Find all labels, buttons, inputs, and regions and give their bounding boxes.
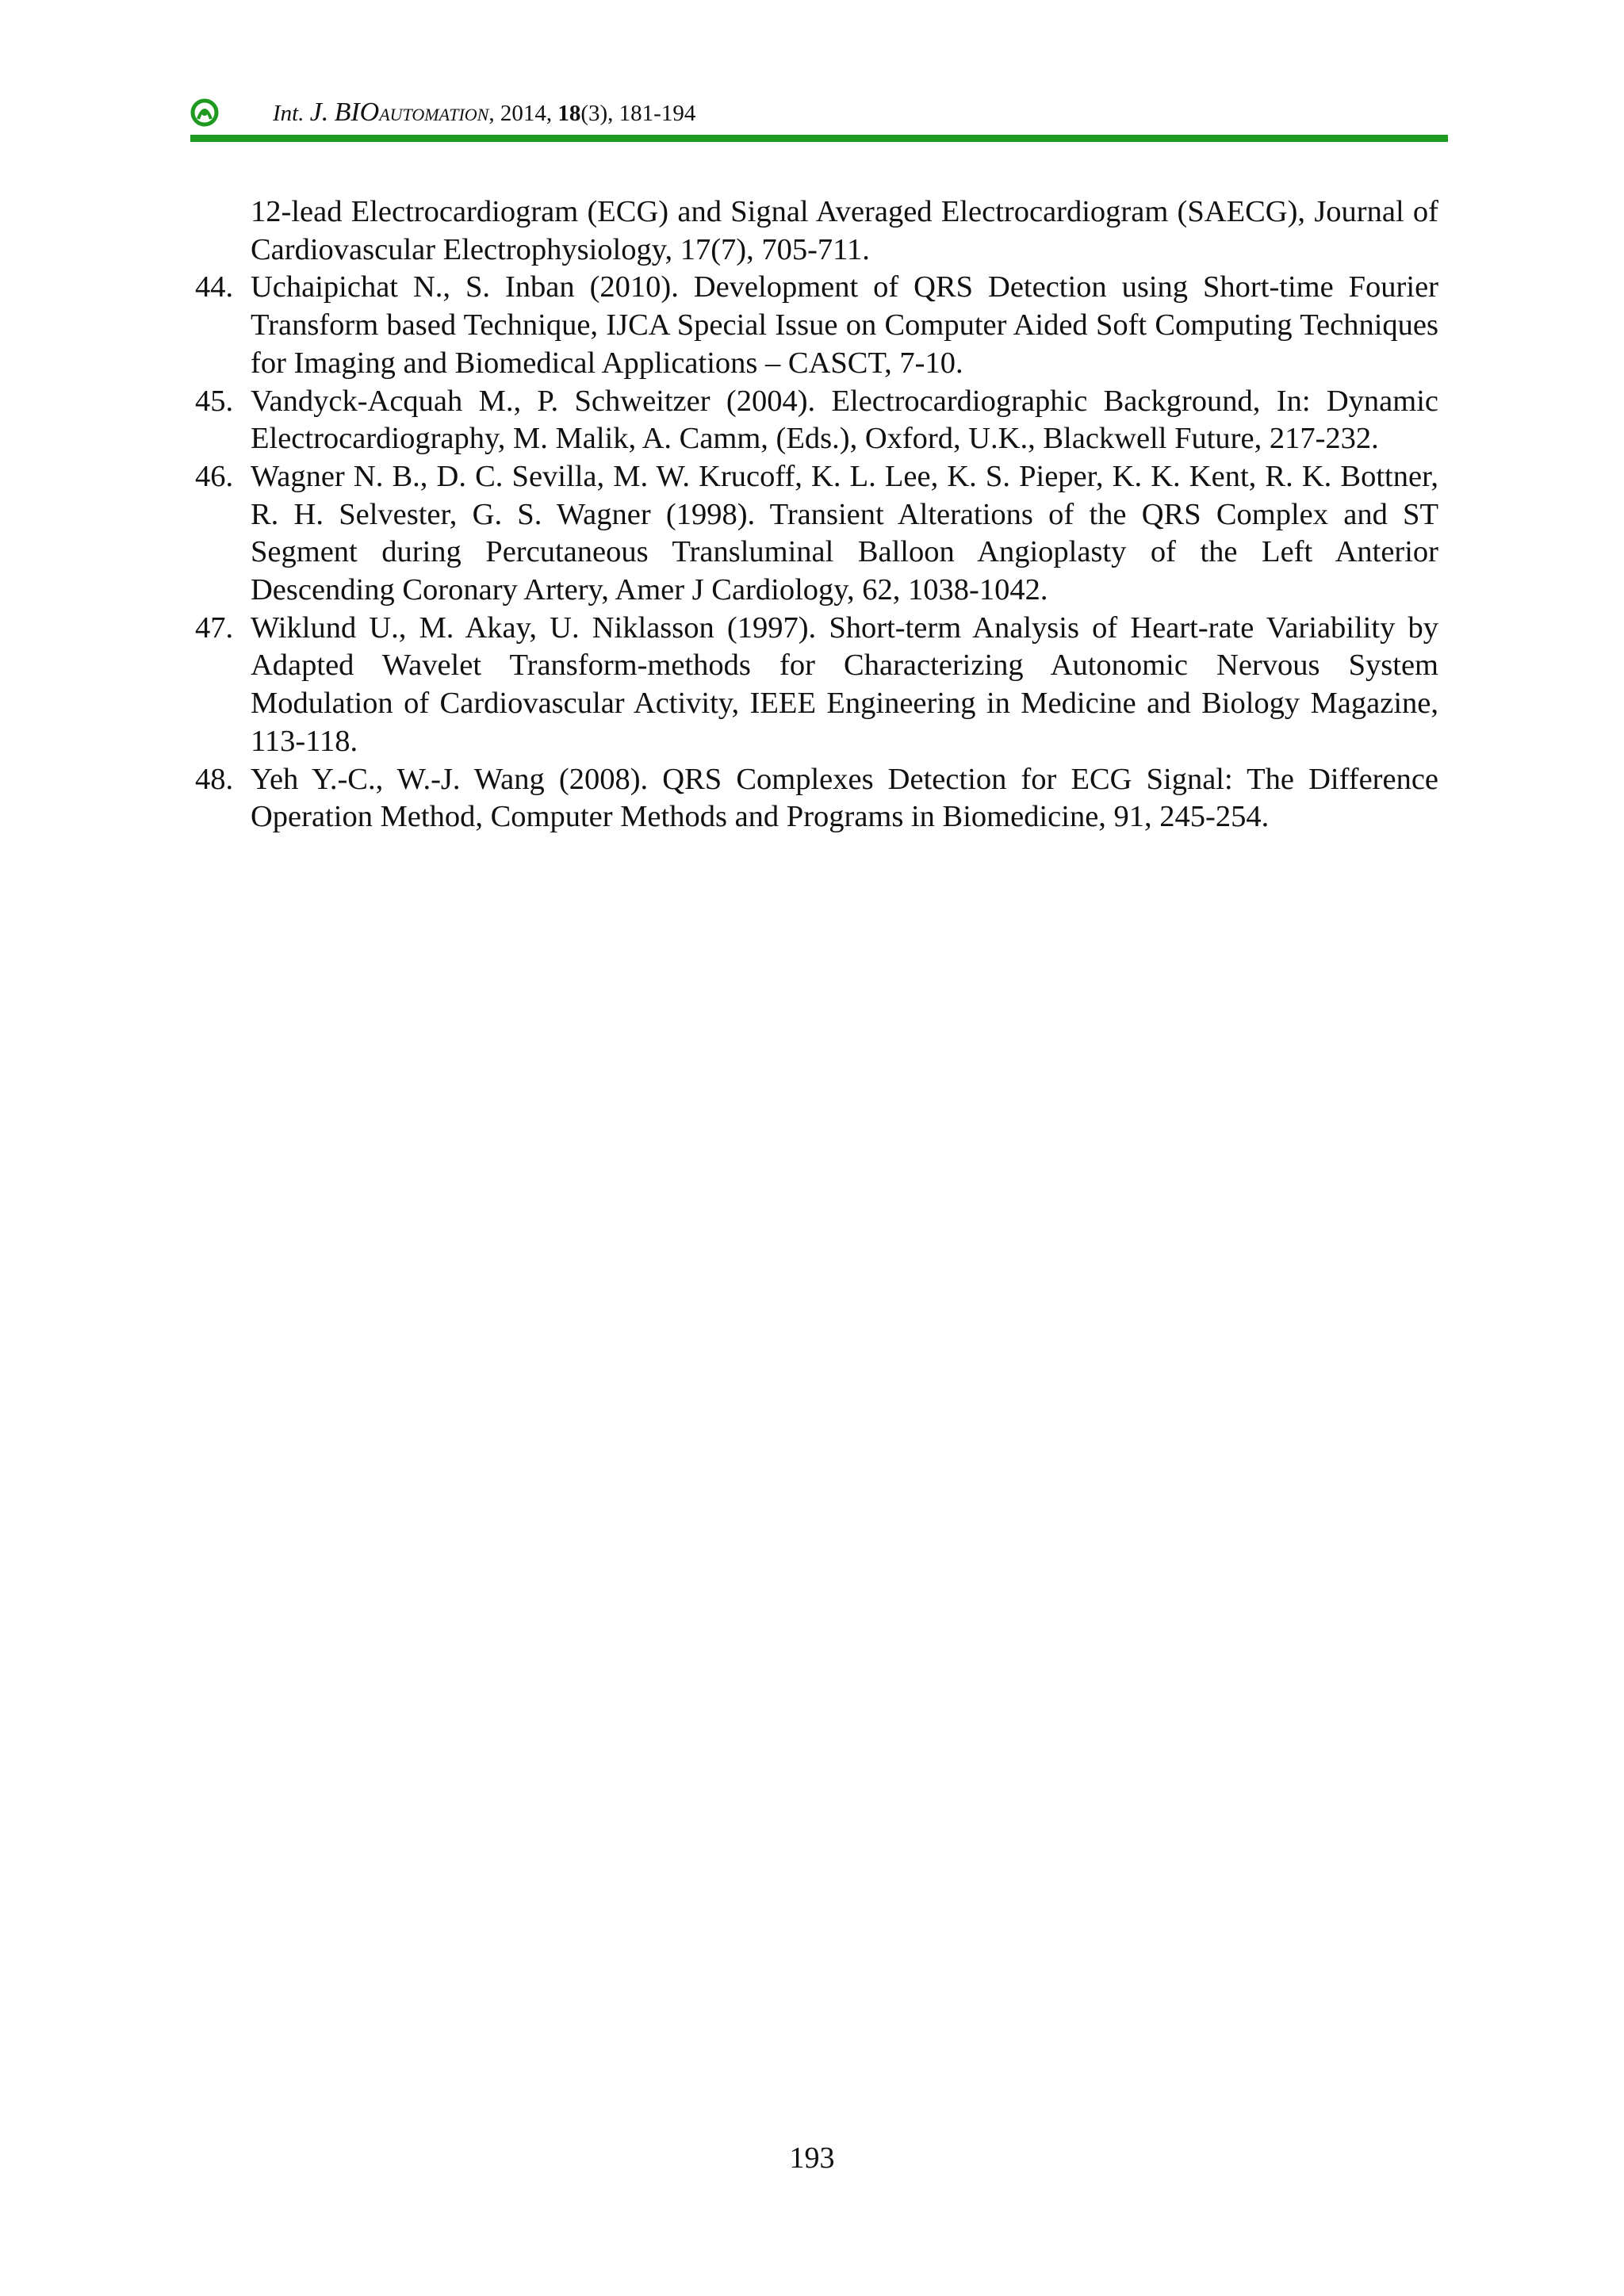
journal-logo-icon: [190, 98, 219, 127]
reference-number: 48.: [195, 762, 234, 796]
journal-year: , 2014,: [488, 101, 558, 126]
reference-number: 44.: [195, 270, 234, 304]
running-header: [190, 94, 1448, 141]
reference-item: [195, 761, 1438, 836]
reference-text: Uchaipichat N., S. Inban (2010). Development of QRS Detection using Short-time Fourier Transform based Technique, IJCA Special Issue on Computer Aided Soft Computing Techniques for Imaging and Biomedical Applications – CASCT, 7-10.: [251, 270, 1438, 380]
reference-item: [195, 269, 1438, 382]
reference-text: 12-lead Electrocardiogram (ECG) and Signal Averaged Electrocardiogram (SAECG), Journal of Cardiovascular Electrophysiology, 17(7), 705-711.: [251, 195, 1438, 266]
reference-number: 46.: [195, 459, 234, 493]
page-number: 193: [789, 2141, 835, 2175]
reference-item: [195, 383, 1438, 458]
journal-automation: AUTOMATION: [379, 105, 489, 124]
journal-volume: 18: [557, 101, 581, 126]
reference-item: [195, 458, 1438, 610]
journal-citation: [273, 97, 695, 131]
reference-text: Wiklund U., M. Akay, U. Niklasson (1997). Short-term Analysis of Heart-rate Variability by Adapted Wavelet Transform-methods for Characterizing Autonomic Nervous System Modulation of Cardiovascular Activity, IEEE Engineering in Medicine and Biology Magazine, 113-118.: [251, 610, 1438, 758]
reference-item: [195, 610, 1438, 761]
reference-item: [195, 193, 1438, 269]
reference-text: Wagner N. B., D. C. Sevilla, M. W. Krucoff, K. L. Lee, K. S. Pieper, K. K. Kent, R. K. Bottner, R. H. Selvester, G. S. Wagner (1998). Transient Alterations of the QRS Complex and ST Segment during Percutaneous Transluminal Balloon Angioplasty of the Left Anterior Descending Coronary Artery, Amer J Cardiology, 62, 1038-1042.: [251, 459, 1438, 607]
journal-issue-pages: (3), 181-194: [580, 101, 696, 126]
reference-text: Vandyck-Acquah M., P. Schweitzer (2004). Electrocardiographic Background, In: Dynamic Electrocardiography, M. Malik, A. Camm, (Eds.), Oxford, U.K., Blackwell Future, 217-232.: [251, 384, 1438, 456]
reference-list: [195, 193, 1438, 836]
reference-number: 47.: [195, 610, 234, 645]
header-rule: [190, 135, 1448, 142]
journal-bio: BIO: [334, 98, 380, 127]
journal-int: Int.: [273, 101, 304, 126]
reference-number: 45.: [195, 384, 234, 418]
journal-j: J.: [309, 98, 329, 127]
reference-text: Yeh Y.-C., W.-J. Wang (2008). QRS Complexes Detection for ECG Signal: The Difference Operation Method, Computer Methods and Programs in Biomedicine, 91, 245-254.: [251, 762, 1438, 834]
